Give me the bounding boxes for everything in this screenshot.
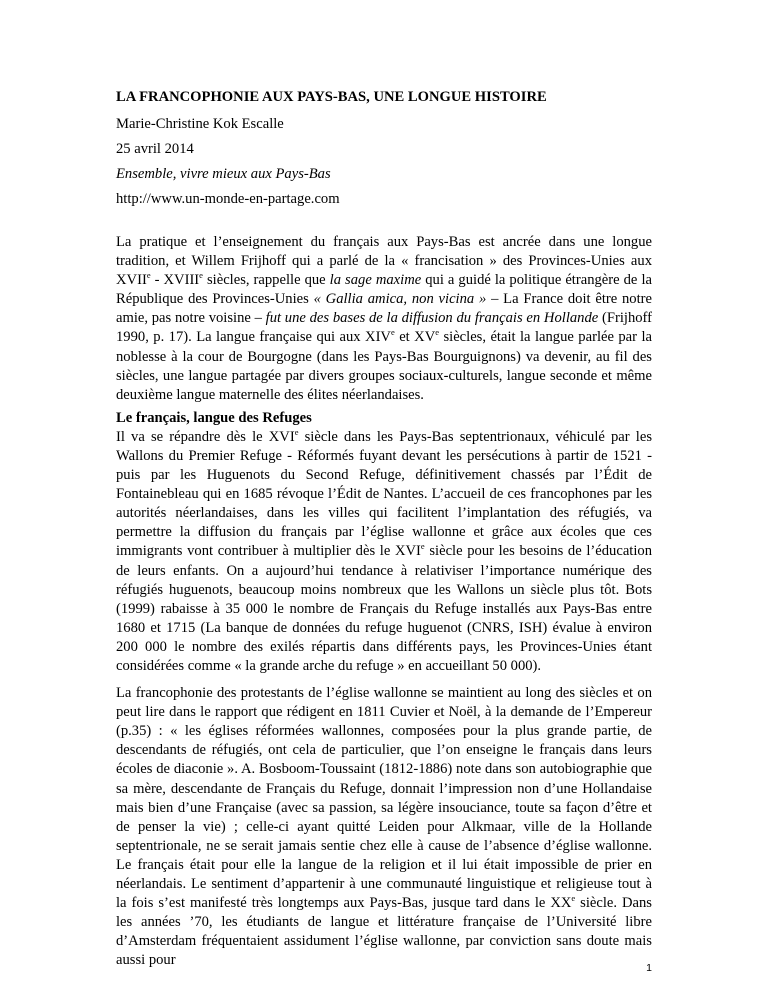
p2-text-a: Il va se répandre dès le XVI xyxy=(116,428,295,445)
intro-paragraph xyxy=(116,233,652,405)
p1-text-a: La pratique et l’enseignement du français aux Pays-Bas est ancrée dans une longue tradition, et Willem Frijhoff qui a parlé de la « francisation » des Provinces-Unies aux XVII xyxy=(116,234,652,289)
p2-sup-2: e xyxy=(420,541,425,552)
p2-text-c: siècle pour les besoins de l’éducation de leurs enfants. On a aujourd’hui tendance à relativiser l’importance numérique des réfugiés huguenots, beaucoup moins nombreux que les Wallons un siècle plus tôt. Bots (1999) rabaisse à 35 000 le nombre de Français du Refuge installés aux Pays-Bas entre 1680 et 1715 (La banque de données du refuge huguenot (CNRS, ISH) évalue à environ 200 000 le nombre des exilés répartis dans différents pays, les Provinces-Unies étant considérées comme « la grande arche du refuge » en accueillant 50 000). xyxy=(116,543,652,674)
p1-emphasis-2: « Gallia amica, non vicina » xyxy=(313,291,487,308)
p1-text-h: siècles, était la langue parlée par la noblesse à la cour de Bourgogne (dans les Pays-Bas Bourguignons) va devenir, au fil des siècles, une langue partagée par divers groupes sociaux-culturels, langue seconde et même deuxième langue maternelle des élites néerlandaises. xyxy=(116,329,652,403)
p1-text-d: qui a guidé la politique étrangère de la République des Provinces-Unies xyxy=(116,272,652,308)
p1-text-c: siècles, rappelle que xyxy=(202,272,330,289)
p3-sup-1: e xyxy=(571,893,576,904)
document-title: LA FRANCOPHONIE AUX PAYS-BAS, UNE LONGUE HISTOIRE xyxy=(116,89,547,105)
p1-sup-3: e xyxy=(390,327,395,338)
source-url: http://www.un-monde-en-partage.com xyxy=(116,191,340,207)
publication-name xyxy=(116,165,652,184)
p1-sup-4: e xyxy=(435,327,440,338)
p1-sup-1: e xyxy=(146,270,151,281)
p3-text-b: siècle. Dans les années ’70, les étudiants de langue et littérature française de l’Université libre d’Amsterdam fréquentaient assidument l’église wallonne, par conviction sans doute mais aussi pour xyxy=(116,895,652,969)
p2-sup-1: e xyxy=(294,426,299,437)
refuges-paragraph xyxy=(116,428,652,676)
p1-sup-2: e xyxy=(199,270,203,281)
document-date: 25 avril 2014 xyxy=(116,141,194,157)
publication-title: Ensemble, vivre mieux aux Pays-Bas xyxy=(116,166,331,182)
document-body xyxy=(116,88,652,970)
wallonne-paragraph xyxy=(116,684,652,970)
section-heading: Le français, langue des Refuges xyxy=(116,409,312,426)
p2-text-b: siècle dans les Pays-Bas septentrionaux, véhiculé par les Wallons du Premier Refuge - Réformés fuyant devant les persécutions à partir de 1521 - puis par les Huguenots du Second Refuge, définitivement chassés par l’Édit de Fontainebleau qui en 1685 révoque l’Édit de Nantes. L’accueil de ces francophones par les autorités néerlandaises, dans les villes qui facilitent l’implantation des réfugiés, va permettre la diffusion du français par l’église wallonne et grâce aux écoles que ces immigrants vont contribuer à multiplier dès le XVI xyxy=(116,428,652,560)
p3-text-a: La francophonie des protestants de l’église wallonne se maintient au long des siècles et on peut lire dans le rapport que rédigent en 1811 Cuvier et Noël, à la demande de l’Empereur (p.35) : « les églises réformées wallonnes, composées pour la plus grande partie, de descendants de réfugiés, ont cela de particulier, que l’on enseigne le français dans leurs écoles de diaconie ». A. Bosboom-Toussaint (1812-1886) note dans son autobiographie que sa mère, descendante de Français du Refuge, donnait l’impression non d’une Hollandaise mais bien d’une Française (avec sa passion, sa légère insouciance, toute sa façon d’être et de penser la vie) ; celle-ci ayant quitté Leiden pour Alkmaar, ville de la Hollande septentrionale, ne se serait jamais sentie chez elle à cause de l’absence d’église wallonne. Le français était pour elle la langue de la religion et il lui était impossible de prier en néerlandais. Le sentiment d’appartenir à une communauté linguistique et religieuse tout à la fois s’est manifesté très longtemps aux Pays-Bas, jusque tard dans le XX xyxy=(116,685,652,912)
p1-emphasis-1: la sage maxime xyxy=(329,272,422,289)
page-number: 1 xyxy=(646,962,652,974)
author-name: Marie-Christine Kok Escalle xyxy=(116,116,284,132)
p1-text-f: (Frijhoff 1990, p. 17). La langue française qui aux XIV xyxy=(116,310,652,346)
p1-text-e: – La France doit être notre amie, pas notre voisine – xyxy=(116,291,652,327)
p1-emphasis-3: fut une des bases de la diffusion du français en Hollande xyxy=(265,310,599,327)
p1-text-g: et XV xyxy=(394,329,436,346)
p1-text-b: - XVIII xyxy=(150,272,200,289)
